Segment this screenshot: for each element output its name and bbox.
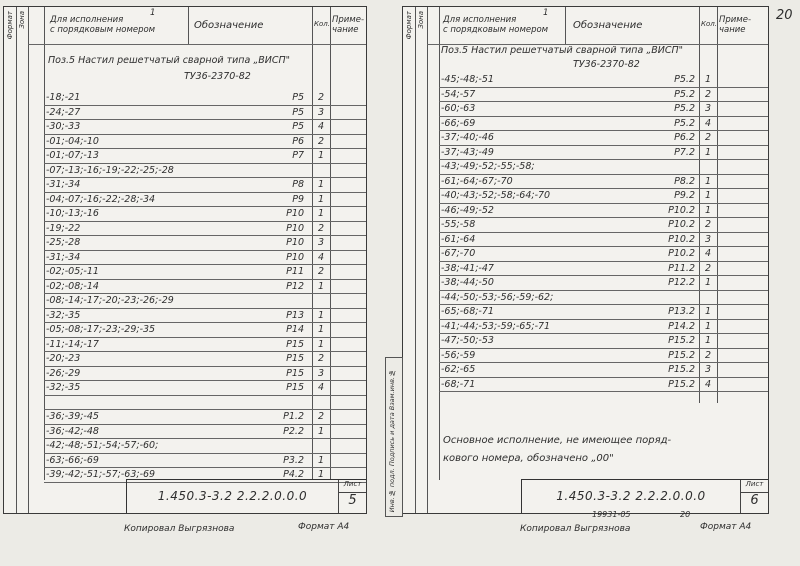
pos-divider — [439, 7, 440, 480]
row-qty: 4 — [704, 117, 712, 129]
row-positions: -61;-64;-67;-70 — [441, 175, 513, 187]
archive-page: 20 — [680, 510, 691, 519]
row-code: Р10.2 — [668, 204, 695, 216]
zone-column — [16, 7, 29, 513]
row-line — [44, 322, 366, 323]
archive-number: 19931-05 — [592, 510, 631, 519]
row-code: Р5.2 — [674, 117, 695, 129]
row-qty: 2 — [704, 132, 712, 143]
row-line — [439, 246, 768, 247]
row-code: Р12.2 — [668, 277, 695, 288]
header-designation: Обозначение — [194, 20, 264, 31]
row-positions: -04;-07;-16;-22;-28;-34 — [46, 193, 156, 205]
row-code: Р10.2 — [668, 233, 695, 245]
row-positions: -07;-13;-16;-19;-22;-25;-28 — [46, 164, 174, 176]
row-code: Р5.2 — [674, 103, 695, 114]
row-qty: 3 — [704, 233, 712, 245]
row-qty: 1 — [317, 179, 325, 190]
title-block-left — [126, 479, 366, 513]
row-code: Р15 — [286, 367, 304, 379]
row-qty: 4 — [317, 382, 325, 393]
row-positions: -19;-22 — [46, 222, 81, 234]
row-positions: -24;-27 — [46, 106, 81, 118]
row-line — [439, 319, 768, 320]
row-line — [44, 250, 366, 251]
row-line — [439, 333, 768, 334]
row-qty: 1 — [704, 277, 712, 288]
row-positions: -65;-68;-71 — [441, 306, 494, 317]
item-title: Поз.5 Настил решетчатый сварной типа „ВИСП" — [48, 55, 291, 66]
row-positions: -36;-42;-48 — [46, 425, 99, 437]
row-code: Р6 — [292, 135, 304, 147]
row-qty: 1 — [704, 335, 712, 346]
copied-by-right: Копировал Выгрязнова — [520, 524, 631, 534]
row-line — [44, 134, 366, 135]
row-line — [44, 409, 366, 410]
row-line — [439, 275, 768, 276]
format-header: Формат — [6, 11, 14, 40]
row-positions: -02;-05;-11 — [46, 266, 99, 277]
side-stamp-text: Инв.№ подл. Подпись и дата Взам.инв.№ — [388, 368, 396, 512]
row-positions: -68;-71 — [441, 378, 476, 390]
row-line — [439, 188, 768, 189]
row-line — [439, 232, 768, 233]
row-positions: -66;-69 — [441, 117, 476, 129]
zone-header: Зона — [417, 11, 425, 29]
row-qty: 1 — [704, 306, 712, 317]
row-code: Р5 — [292, 121, 304, 132]
row-positions: -63;-66;-69 — [46, 454, 99, 466]
row-positions: -45;-48;-51 — [441, 74, 494, 85]
header-note — [719, 15, 751, 35]
header-note-line1: Приме- — [332, 15, 365, 25]
row-line — [44, 192, 366, 193]
header-pos-line2: с порядковым номером — [50, 25, 156, 35]
row-line — [44, 235, 366, 236]
row-positions: -61;-64 — [441, 233, 476, 245]
header-qty: Кол. — [314, 20, 330, 28]
row-positions: -01;-04;-10 — [46, 135, 99, 147]
row-code: Р12 — [286, 280, 304, 292]
row-positions: -08;-14;-17;-20;-23;-26;-29 — [46, 295, 174, 306]
header-note-line2: чание — [332, 25, 359, 35]
row-qty: 1 — [704, 74, 712, 85]
row-qty: 3 — [704, 364, 712, 375]
row-qty: 1 — [704, 320, 712, 332]
row-positions: -02;-08;-14 — [46, 280, 99, 292]
row-line — [439, 348, 768, 349]
row-code: Р1.2 — [283, 411, 304, 422]
row-positions: -40;-43;-52;-58;-64;-70 — [441, 190, 551, 201]
row-code: Р7.2 — [674, 146, 695, 158]
row-line — [44, 453, 366, 454]
row-qty: 2 — [317, 135, 325, 147]
header-pos-num: 1 — [543, 8, 549, 18]
row-code: Р15.2 — [668, 378, 695, 390]
note-line-2: кового номера, обозначено „00" — [443, 453, 614, 464]
doc-number: 1.450.3-3.2 2.2.2.0.0.0 — [556, 489, 706, 503]
row-qty: 1 — [317, 309, 325, 321]
row-line — [439, 87, 768, 88]
copied-by-left: Копировал Выгрязнова — [124, 524, 235, 534]
row-line — [439, 203, 768, 204]
row-line — [439, 145, 768, 146]
row-code: Р15.2 — [668, 364, 695, 375]
row-positions: -11;-14;-17 — [46, 338, 99, 350]
row-code: Р2.2 — [283, 425, 304, 437]
header-note-line2: чание — [719, 25, 746, 35]
row-line — [44, 105, 366, 106]
row-code: Р10 — [286, 208, 304, 219]
row-line — [44, 438, 366, 439]
row-line — [439, 217, 768, 218]
row-line — [44, 264, 366, 265]
spec-sheet-right — [388, 6, 769, 514]
row-qty: 2 — [317, 266, 325, 277]
row-positions: -05;-08;-17;-23;-29;-35 — [46, 324, 156, 335]
row-positions: -55;-58 — [441, 219, 476, 230]
item-title: Поз.5 Настил решетчатый сварной типа „ВИСП" — [441, 45, 684, 56]
row-qty: 1 — [317, 469, 325, 480]
header-pos-label — [50, 15, 155, 35]
row-qty: 1 — [704, 146, 712, 158]
header-pos-label — [443, 15, 548, 35]
row-code: Р5.2 — [674, 88, 695, 100]
row-qty: 2 — [704, 349, 712, 361]
row-code: Р10 — [286, 251, 304, 263]
row-line — [439, 261, 768, 262]
row-line — [439, 174, 768, 175]
zone-column — [415, 7, 428, 513]
page-corner-number: 20 — [776, 8, 793, 23]
row-qty: 3 — [704, 103, 712, 114]
format-right: Формат А4 — [700, 522, 752, 532]
row-positions: -54;-57 — [441, 88, 476, 100]
row-code: Р11.2 — [668, 262, 695, 274]
row-qty: 4 — [704, 378, 712, 390]
header-designation: Обозначение — [573, 20, 643, 31]
row-code: Р3.2 — [283, 454, 304, 466]
row-qty: 1 — [704, 190, 712, 201]
row-line — [44, 467, 366, 468]
note-divider — [717, 7, 718, 403]
row-line — [44, 424, 366, 425]
row-line — [439, 159, 768, 160]
row-code: Р14 — [286, 324, 304, 335]
row-code: Р9.2 — [674, 190, 695, 201]
row-code: Р5.2 — [674, 74, 695, 85]
row-line — [439, 377, 768, 378]
header-qty: Кол. — [701, 20, 717, 28]
row-code: Р4.2 — [283, 469, 304, 480]
format-header: Формат — [405, 11, 413, 40]
row-code: Р10 — [286, 222, 304, 234]
row-qty: 2 — [704, 88, 712, 100]
row-qty: 2 — [317, 353, 325, 364]
row-line — [439, 304, 768, 305]
sheet-number: 6 — [740, 493, 768, 513]
row-line — [439, 101, 768, 102]
row-positions: -26;-29 — [46, 367, 81, 379]
zone-header: Зона — [18, 11, 26, 29]
row-positions: -62;-65 — [441, 364, 476, 375]
row-positions: -44;-50;-53;-56;-59;-62; — [441, 291, 554, 303]
row-positions: -01;-07;-13 — [46, 150, 99, 161]
row-code: Р11 — [286, 266, 304, 277]
row-line — [439, 116, 768, 117]
row-line — [439, 290, 768, 291]
row-positions: -36;-39;-45 — [46, 411, 99, 422]
row-qty: 3 — [317, 237, 325, 248]
row-code: Р5 — [292, 106, 304, 118]
row-line — [44, 279, 366, 280]
header-note-line1: Приме- — [719, 15, 752, 25]
row-qty: 3 — [317, 367, 325, 379]
row-qty: 1 — [317, 324, 325, 335]
row-code: Р15 — [286, 353, 304, 364]
row-line — [44, 119, 366, 120]
row-qty: 2 — [317, 222, 325, 234]
row-qty: 1 — [317, 280, 325, 292]
row-positions: -47;-50;-53 — [441, 335, 494, 346]
row-positions: -56;-59 — [441, 349, 476, 361]
row-positions: -37;-43;-49 — [441, 146, 494, 158]
row-line — [44, 351, 366, 352]
row-positions: -32;-35 — [46, 382, 81, 393]
row-qty: 1 — [317, 150, 325, 161]
row-code: Р8.2 — [674, 175, 695, 187]
row-code: Р13 — [286, 309, 304, 321]
row-line — [44, 177, 366, 178]
row-positions: -32;-35 — [46, 309, 81, 321]
row-line — [44, 366, 366, 367]
row-line — [44, 221, 366, 222]
row-qty: 4 — [317, 121, 325, 132]
row-positions: -30;-33 — [46, 121, 81, 132]
row-qty: 4 — [317, 251, 325, 263]
row-positions: -67;-70 — [441, 248, 476, 259]
row-code: Р7 — [292, 150, 304, 161]
row-positions: -10;-13;-16 — [46, 208, 99, 219]
row-qty: 1 — [317, 193, 325, 205]
item-standard: ТУ36-2370-82 — [573, 59, 640, 70]
row-line — [44, 293, 366, 294]
row-qty: 1 — [317, 425, 325, 437]
row-positions: -25;-28 — [46, 237, 81, 248]
header-pos-line1: Для исполнения — [50, 15, 124, 25]
row-code: Р13.2 — [668, 306, 695, 317]
side-stamp — [385, 357, 403, 517]
format-left: Формат А4 — [298, 522, 350, 532]
row-positions: -39;-42;-51;-57;-63;-69 — [46, 469, 156, 480]
row-code: Р8 — [292, 179, 304, 190]
row-line — [439, 362, 768, 363]
row-qty: 1 — [704, 175, 712, 187]
note-line-1: Основное исполнение, не имеющее поряд- — [443, 435, 672, 446]
row-positions: -38;-44;-50 — [441, 277, 494, 288]
row-line — [44, 206, 366, 207]
row-qty: 1 — [317, 338, 325, 350]
header-divider-1 — [188, 7, 189, 44]
row-code: Р15.2 — [668, 349, 695, 361]
header-bottom-line — [28, 44, 366, 45]
row-code: Р15.2 — [668, 335, 695, 346]
row-code: Р15 — [286, 382, 304, 393]
doc-number: 1.450.3-3.2 2.2.2.0.0.0 — [157, 489, 308, 503]
row-line — [44, 380, 366, 381]
title-block-right — [521, 479, 768, 513]
row-line — [439, 130, 768, 131]
row-positions: -31;-34 — [46, 179, 81, 190]
row-positions: -60;-63 — [441, 103, 476, 114]
row-code: Р9 — [292, 193, 304, 205]
row-code: Р15 — [286, 338, 304, 350]
row-line — [44, 163, 366, 164]
row-qty: 1 — [317, 454, 325, 466]
row-line — [439, 391, 768, 392]
row-positions: -18;-21 — [46, 92, 81, 103]
row-qty: 2 — [317, 411, 325, 422]
row-line — [44, 395, 366, 396]
row-positions: -38;-41;-47 — [441, 262, 494, 274]
header-pos-num: 1 — [150, 8, 156, 18]
row-line — [44, 308, 366, 309]
row-qty: 1 — [704, 204, 712, 216]
row-positions: -46;-49;-52 — [441, 204, 494, 216]
row-qty: 4 — [704, 248, 712, 259]
row-qty: 3 — [317, 106, 325, 118]
row-code: Р10.2 — [668, 248, 695, 259]
header-note — [332, 15, 364, 35]
row-positions: -42;-48;-51;-54;-57;-60; — [46, 440, 159, 451]
sheet-label: Лист — [740, 480, 768, 493]
row-code: Р14.2 — [668, 320, 695, 332]
row-positions: -37;-40;-46 — [441, 132, 494, 143]
row-line — [44, 337, 366, 338]
sheet-number: 5 — [338, 493, 366, 513]
row-positions: -43;-49;-52;-55;-58; — [441, 161, 535, 172]
row-line — [44, 148, 366, 149]
row-qty: 2 — [704, 219, 712, 230]
row-qty: 2 — [317, 92, 325, 103]
header-divider-1 — [565, 7, 566, 44]
row-qty: 1 — [317, 208, 325, 219]
row-qty: 2 — [704, 262, 712, 274]
row-code: Р5 — [292, 92, 304, 103]
row-code: Р10 — [286, 237, 304, 248]
row-code: Р10.2 — [668, 219, 695, 230]
row-positions: -31;-34 — [46, 251, 81, 263]
header-pos-line1: Для исполнения — [443, 15, 517, 25]
header-pos-line2: с порядковым номером — [443, 25, 549, 35]
spec-sheet-left — [3, 6, 367, 514]
row-code: Р6.2 — [674, 132, 695, 143]
row-positions: -41;-44;-53;-59;-65;-71 — [441, 320, 551, 332]
item-standard: ТУ36-2370-82 — [184, 71, 251, 82]
sheet-label: Лист — [338, 480, 366, 493]
row-positions: -20;-23 — [46, 353, 81, 364]
